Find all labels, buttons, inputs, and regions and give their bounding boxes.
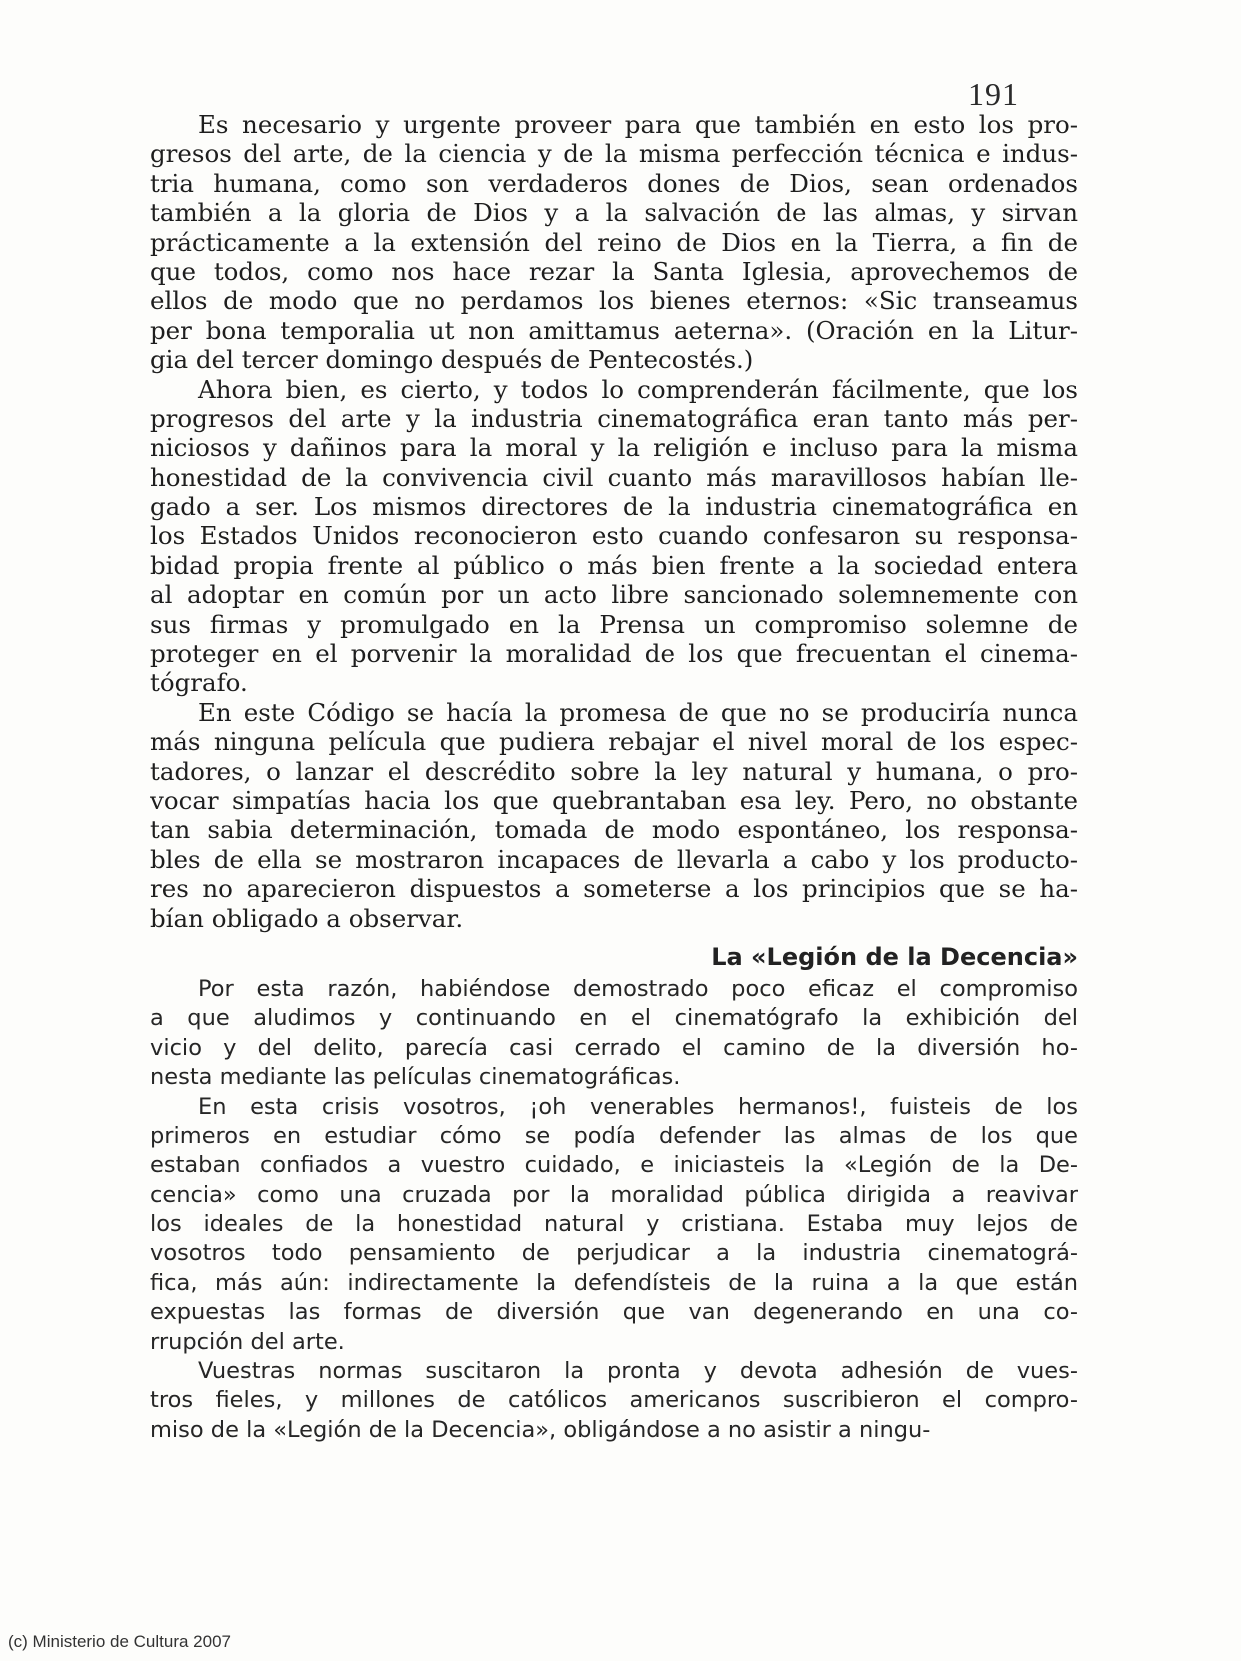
text-line: los Estados Unidos reconocieron esto cuando confesaron su responsa- bbox=[150, 521, 1078, 551]
text-line: los ideales de la honestidad natural y cristiana. Estaba muy lejos de bbox=[150, 1211, 1078, 1238]
text-line: gia del tercer domingo después de Pentecostés.) bbox=[150, 345, 754, 375]
text-line: también a la gloria de Dios y a la salvación de las almas, y sirvan bbox=[150, 198, 1078, 228]
text-line: honestidad de la convivencia civil cuanto más maravillosos habían lle- bbox=[150, 462, 1078, 492]
text-line: primeros en estudiar cómo se podía defender las almas de los que bbox=[150, 1122, 1078, 1149]
text-line: nesta mediante las películas cinematográficas. bbox=[150, 1064, 681, 1091]
body-text bbox=[150, 110, 1078, 1445]
text-line: bles de ella se mostraron incapaces de llevarla a cabo y los producto- bbox=[150, 844, 1078, 874]
text-line: res no aparecieron dispuestos a someterse a los principios que se ha- bbox=[150, 874, 1078, 904]
section-heading: La «Legión de la Decencia» bbox=[711, 942, 1078, 971]
page-number: 191 bbox=[968, 76, 1019, 112]
text-line: vocar simpatías hacia los que quebrantaban esa ley. Pero, no obstante bbox=[150, 785, 1078, 815]
paragraph bbox=[150, 1093, 1078, 1358]
text-line: tadores, o lanzar el descrédito sobre la ley natural y humana, o pro- bbox=[150, 756, 1078, 786]
text-line: prácticamente a la extensión del reino de Dios en la Tierra, a fin de bbox=[150, 227, 1078, 257]
text-line: que todos, como nos hace rezar la Santa Iglesia, aprovechemos de bbox=[150, 256, 1078, 286]
text-line: Ahora bien, es cierto, y todos lo comprenderán fácilmente, que los bbox=[198, 374, 1078, 404]
text-line: a que aludimos y continuando en el cinematógrafo la exhibición del bbox=[150, 1005, 1078, 1032]
text-line: gresos del arte, de la ciencia y de la misma perfección técnica e indus- bbox=[150, 139, 1078, 169]
text-line: En este Código se hacía la promesa de que no se produciría nunca bbox=[198, 697, 1078, 727]
text-line: tria humana, como son verdaderos dones de Dios, sean ordenados bbox=[150, 168, 1078, 198]
text-line: rrupción del arte. bbox=[150, 1328, 345, 1355]
text-line: expuestas las formas de diversión que van degenerando en una co- bbox=[150, 1299, 1078, 1326]
text-line: ellos de modo que no perdamos los bienes eternos: «Sic transeamus bbox=[150, 286, 1078, 316]
text-line: más ninguna película que pudiera rebajar el nivel moral de los espec- bbox=[150, 727, 1078, 757]
text-line: Vuestras normas suscitaron la pronta y devota adhesión de vues- bbox=[198, 1358, 1078, 1385]
paragraph bbox=[150, 375, 1078, 698]
top-paragraphs bbox=[150, 110, 1078, 933]
paragraph bbox=[150, 975, 1078, 1093]
text-line: progresos del arte y la industria cinematográfica eran tanto más per- bbox=[150, 403, 1078, 433]
text-line: vosotros todo pensamiento de perjudicar a la industria cinematográ- bbox=[150, 1240, 1078, 1267]
text-line: per bona temporalia ut non amittamus aeterna». (Oración en la Litur- bbox=[150, 315, 1078, 345]
paragraph bbox=[150, 698, 1078, 933]
text-line: al adoptar en común por un acto libre sancionado solemnemente con bbox=[150, 580, 1078, 610]
text-line: bían obligado a observar. bbox=[150, 903, 464, 933]
text-line: bidad propia frente al público o más bien frente a la sociedad entera bbox=[150, 550, 1078, 580]
text-line: proteger en el porvenir la moralidad de los que frecuentan el cinema- bbox=[150, 639, 1078, 669]
text-line: gado a ser. Los mismos directores de la industria cinematográfica en bbox=[150, 492, 1078, 522]
text-line: estaban confiados a vuestro cuidado, e iniciasteis la «Legión de la De- bbox=[150, 1152, 1078, 1179]
paragraph bbox=[150, 110, 1078, 375]
text-line: tan sabia determinación, tomada de modo espontáneo, los responsa- bbox=[150, 815, 1078, 845]
paragraph bbox=[150, 1357, 1078, 1445]
text-line: cencia» como una cruzada por la moralidad pública dirigida a reavivar bbox=[150, 1181, 1078, 1208]
text-line: tógrafo. bbox=[150, 668, 248, 698]
text-line: Por esta razón, habiéndose demostrado poco eficaz el compromiso bbox=[198, 975, 1078, 1002]
text-line: En esta crisis vosotros, ¡oh venerables hermanos!, fuisteis de los bbox=[198, 1093, 1078, 1120]
text-line: tros fieles, y millones de católicos americanos suscribieron el compro- bbox=[150, 1387, 1078, 1414]
text-line: fica, más aún: indirectamente la defendísteis de la ruina a la que están bbox=[150, 1269, 1078, 1296]
text-line: Es necesario y urgente proveer para que también en esto los pro- bbox=[198, 110, 1078, 139]
text-line: vicio y del delito, parecía casi cerrado el camino de la diversión ho- bbox=[150, 1034, 1078, 1061]
copyright-notice: (c) Ministerio de Cultura 2007 bbox=[8, 1632, 231, 1651]
text-line: miso de la «Legión de la Decencia», obligándose a no asistir a ningu- bbox=[150, 1416, 931, 1443]
text-line: sus firmas y promulgado en la Prensa un compromiso solemne de bbox=[150, 609, 1078, 639]
bottom-paragraphs bbox=[150, 975, 1078, 1445]
text-line: niciosos y dañinos para la moral y la religión e incluso para la misma bbox=[150, 433, 1078, 463]
